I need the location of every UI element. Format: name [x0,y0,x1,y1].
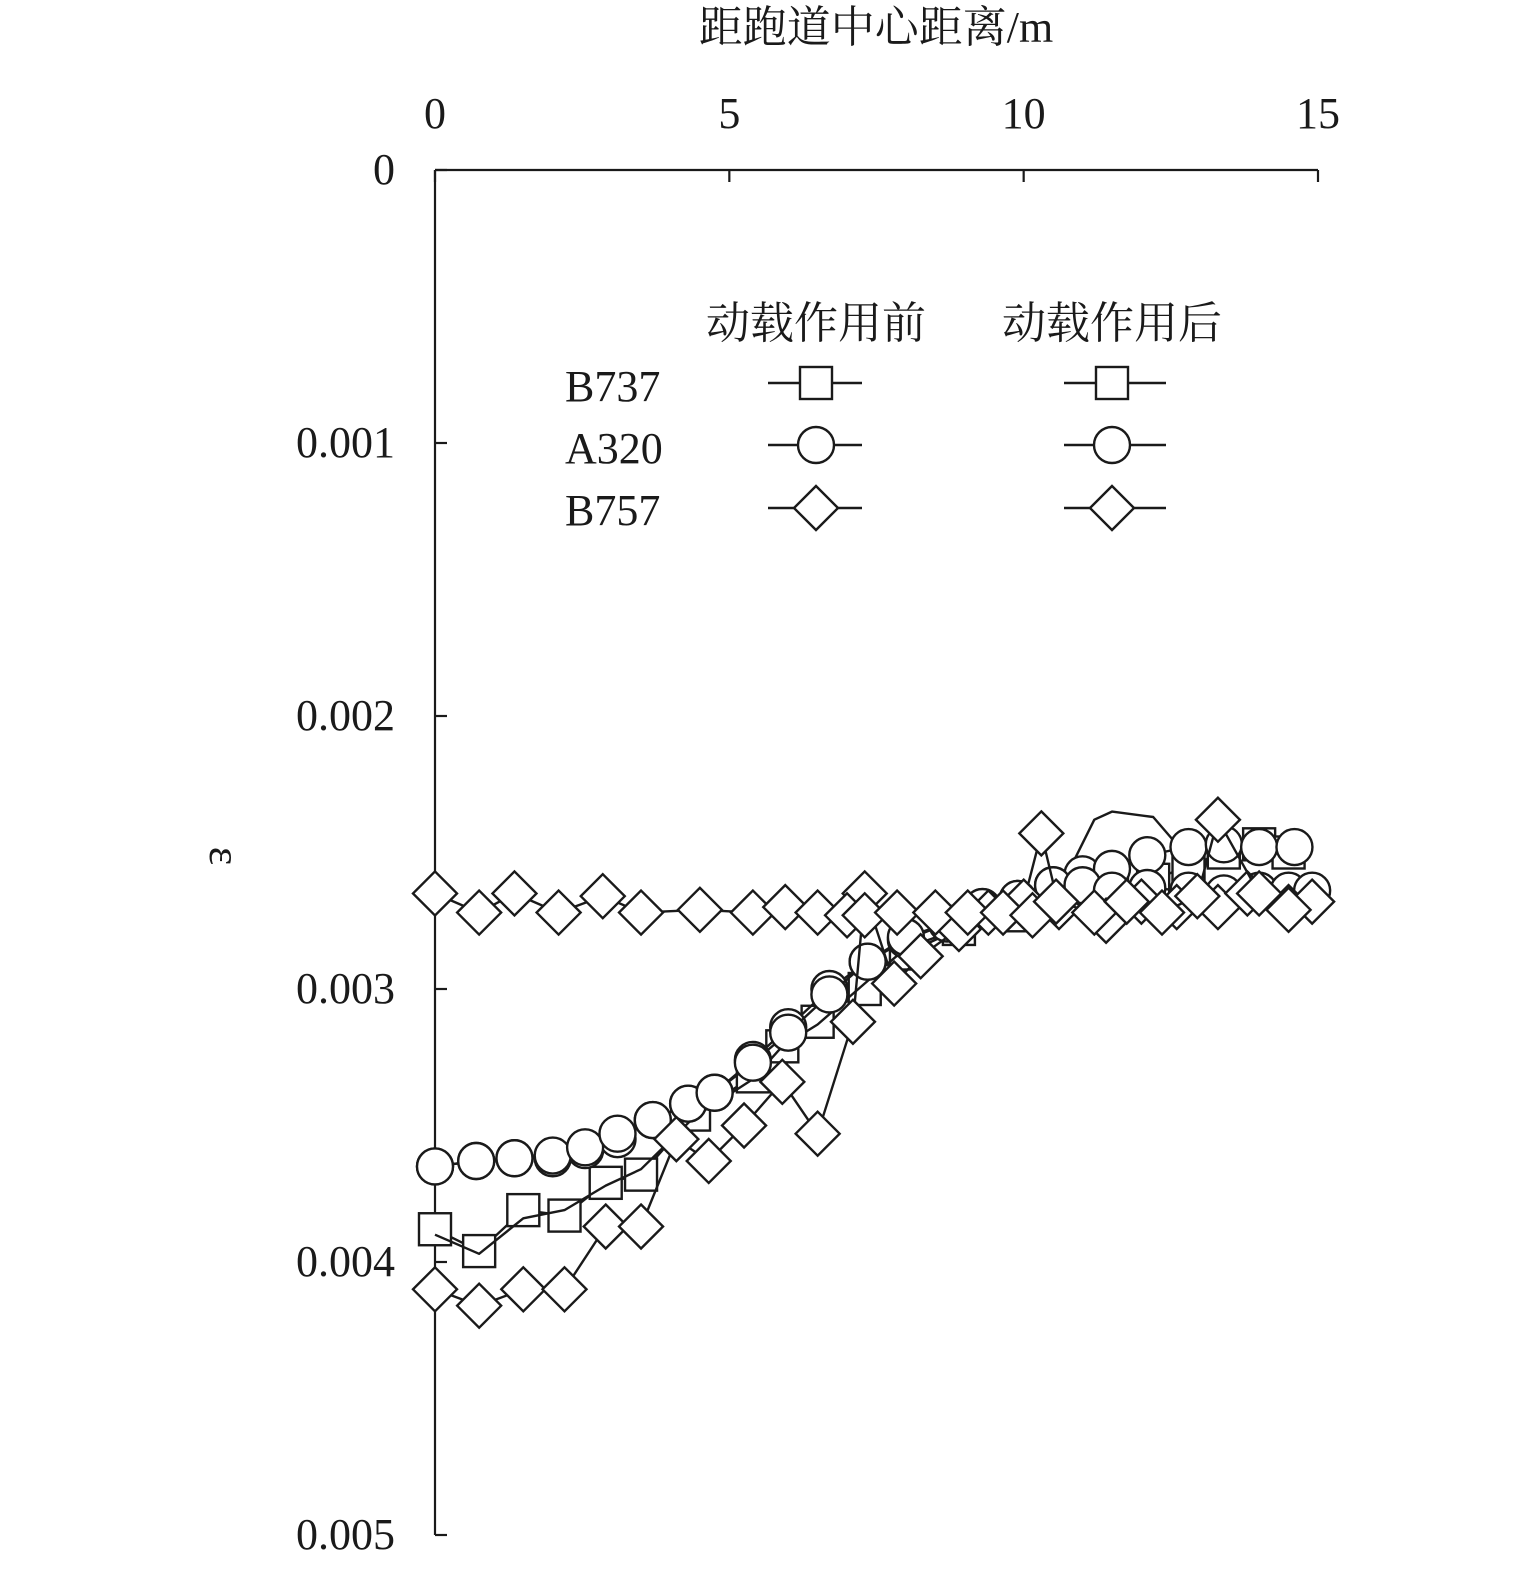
x-tick-label: 10 [1001,89,1046,138]
data-point-a320-before [1129,837,1165,873]
legend-marker [1094,427,1130,463]
data-point-b757-after [581,874,625,918]
y-tick-label: 0.002 [296,691,395,740]
data-point-a320-after [770,1015,806,1051]
legend-symbol-a320-before [768,427,862,463]
data-point-b757-after [619,891,663,935]
data-point-a320-after [535,1138,571,1174]
x-tick-label: 0 [424,89,446,138]
data-point-b757-before [413,1267,457,1311]
x-axis-title: 距跑道中心距离/m [698,3,1054,52]
data-point-a320-after [567,1129,603,1165]
legend-symbols [768,367,1166,530]
data-point-a320-after [417,1148,453,1184]
data-point-a320-before [1170,829,1206,865]
data-point-a320-before [1276,829,1312,865]
data-point-a320-after [811,976,847,1012]
y-tick-label: 0 [373,145,395,194]
legend-row-a320: A320 [565,424,663,473]
y-tick-label: 0.004 [296,1237,395,1286]
data-point-b757-before [457,1284,501,1328]
data-point-b737-before [507,1194,539,1226]
data-point-a320-after [599,1116,635,1152]
data-point-a320-after [458,1143,494,1179]
legend-marker [1096,367,1128,399]
x-tick-label: 5 [718,89,741,138]
y-tick-label: 0.001 [296,418,395,467]
legend-symbol-b757-after [1064,486,1166,530]
legend-row-b737: B737 [565,362,661,411]
data-point-b757-after [537,891,581,935]
data-point-b737-before [463,1235,495,1267]
y-tick-label: 0.005 [296,1510,395,1559]
legend-marker [800,367,832,399]
data-point-b757-before [796,1112,840,1156]
data-point-b757-before [1019,811,1063,855]
data-point-b757-before [543,1267,587,1311]
data-point-b757-before [501,1267,545,1311]
data-point-a320-after [496,1140,532,1176]
data-point-b737-before [590,1167,622,1199]
legend-symbol-a320-after [1064,427,1166,463]
series-group [413,798,1334,1328]
legend-marker [794,486,838,530]
legend-marker [1090,486,1134,530]
x-tick-label: 15 [1296,89,1340,138]
legend-symbol-b737-after [1064,367,1166,399]
data-point-a320-before [1241,829,1277,865]
legend-marker [798,427,834,463]
legend-header-before: 动载作用前 [706,299,926,348]
legend-symbol-b757-before [768,486,862,530]
y-axis-title: ε [200,846,249,866]
legend-row-b757: B757 [565,486,661,535]
data-point-a320-after [697,1075,733,1111]
y-tick-label: 0.003 [296,964,395,1013]
legend-symbol-b737-before [768,367,862,399]
legend-header-after: 动载作用后 [1002,299,1222,348]
data-point-b757-after [413,871,457,915]
data-point-b757-after [678,888,722,932]
legend [565,299,1222,535]
data-point-b757-before [619,1205,663,1249]
